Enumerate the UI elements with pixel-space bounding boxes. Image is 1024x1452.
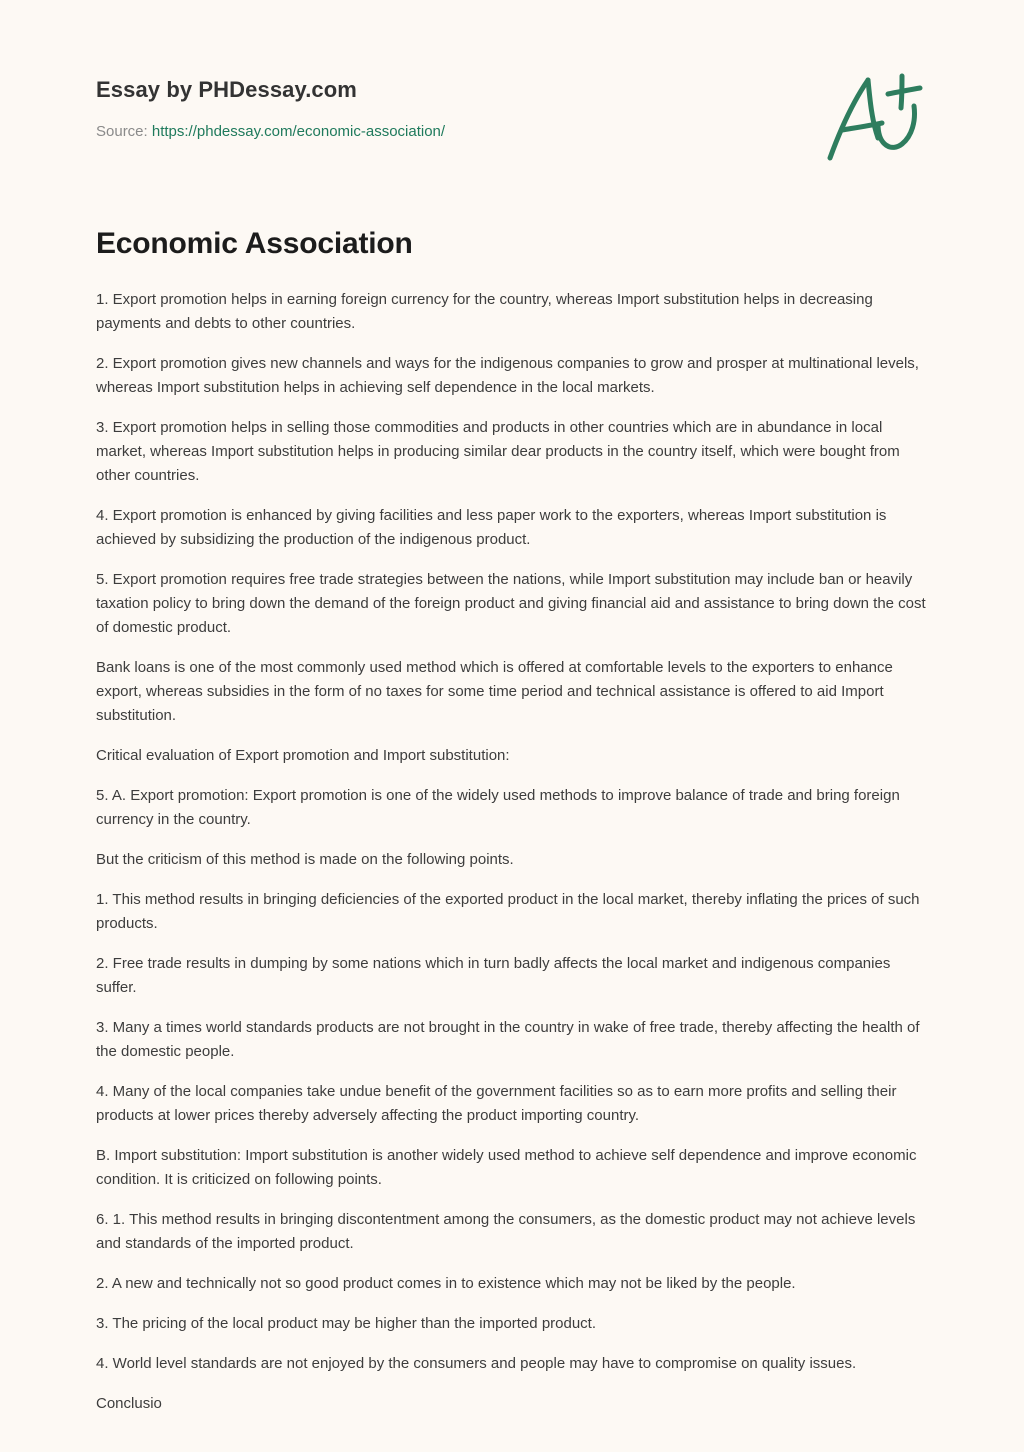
paragraph: 4. Many of the local companies take undue benefit of the government facilities so as to earn more profits and selling their products at lower prices thereby adversely affecting the product importing country. [96,1083,897,1124]
paragraph: 6. 1. This method results in bringing discontentment among the consumers, as the domestic product may not achieve levels and standards of the imported product. [96,1211,916,1252]
paragraph: 4. Export promotion is enhanced by giving facilities and less paper work to the exporters, whereas Import substitution is achieved by subsidizing the production of the indigenous product. [96,507,887,548]
paragraph: But the criticism of this method is made on the following points. [96,851,514,868]
paragraph: 1. Export promotion helps in earning foreign currency for the country, whereas Import substitution helps in decreasing payments and debts to other countries. [96,291,873,332]
paragraph: 4. World level standards are not enjoyed by the consumers and people may have to compromise on quality issues. [96,1355,857,1372]
article [96,222,932,1432]
source-label: Source: [96,123,152,140]
site-title: Essay by PHDessay.com [96,77,357,102]
a-plus-grade-icon [820,66,932,166]
source-line [96,122,856,142]
paragraph: Bank loans is one of the most commonly used method which is offered at comfortable levels to the exporters to enhance export, whereas subsidies in the form of no taxes for some time period and technical assistance is offered to aid Import substitution. [96,659,893,724]
paragraph: B. Import substitution: Import substitution is another widely used method to achieve self dependence and improve economic condition. It is criticized on following points. [96,1147,917,1188]
page-title: Economic Association [96,227,413,260]
paragraph: 1. This method results in bringing deficiencies of the exported product in the local market, thereby inflating the prices of such products. [96,891,920,932]
paragraph: 5. A. Export promotion: Export promotion is one of the widely used methods to improve balance of trade and bring foreign currency in the country. [96,787,900,828]
paragraph: 3. The pricing of the local product may be higher than the imported product. [96,1315,597,1332]
paragraph: 2. Export promotion gives new channels and ways for the indigenous companies to grow and prosper at multinational levels, whereas Import substitution helps in achieving self dependence in the local markets. [96,355,919,396]
source-link[interactable]: https://phdessay.com/economic-association/ [151,123,446,140]
paragraph: 3. Export promotion helps in selling those commodities and products in other countries which are in abundance in local market, whereas Import substitution helps in producing similar dear products in the country itself, which were bought from other countries. [96,419,900,484]
page-header [96,74,856,142]
paragraph: Conclusio [96,1395,162,1412]
paragraph: 2. Free trade results in dumping by some nations which in turn badly affects the local market and indigenous companies suffer. [96,955,891,996]
paragraph: 2. A new and technically not so good product comes in to existence which may not be liked by the people. [96,1275,796,1292]
paragraph: 5. Export promotion requires free trade strategies between the nations, while Import substitution may include ban or heavily taxation policy to bring down the demand of the foreign product and giving financial aid and assistance to bring down the cost of domestic product. [96,571,926,636]
paragraph: 3. Many a times world standards products are not brought in the country in wake of free trade, thereby affecting the health of the domestic people. [96,1019,920,1060]
paragraph: Critical evaluation of Export promotion and Import substitution: [96,747,510,764]
